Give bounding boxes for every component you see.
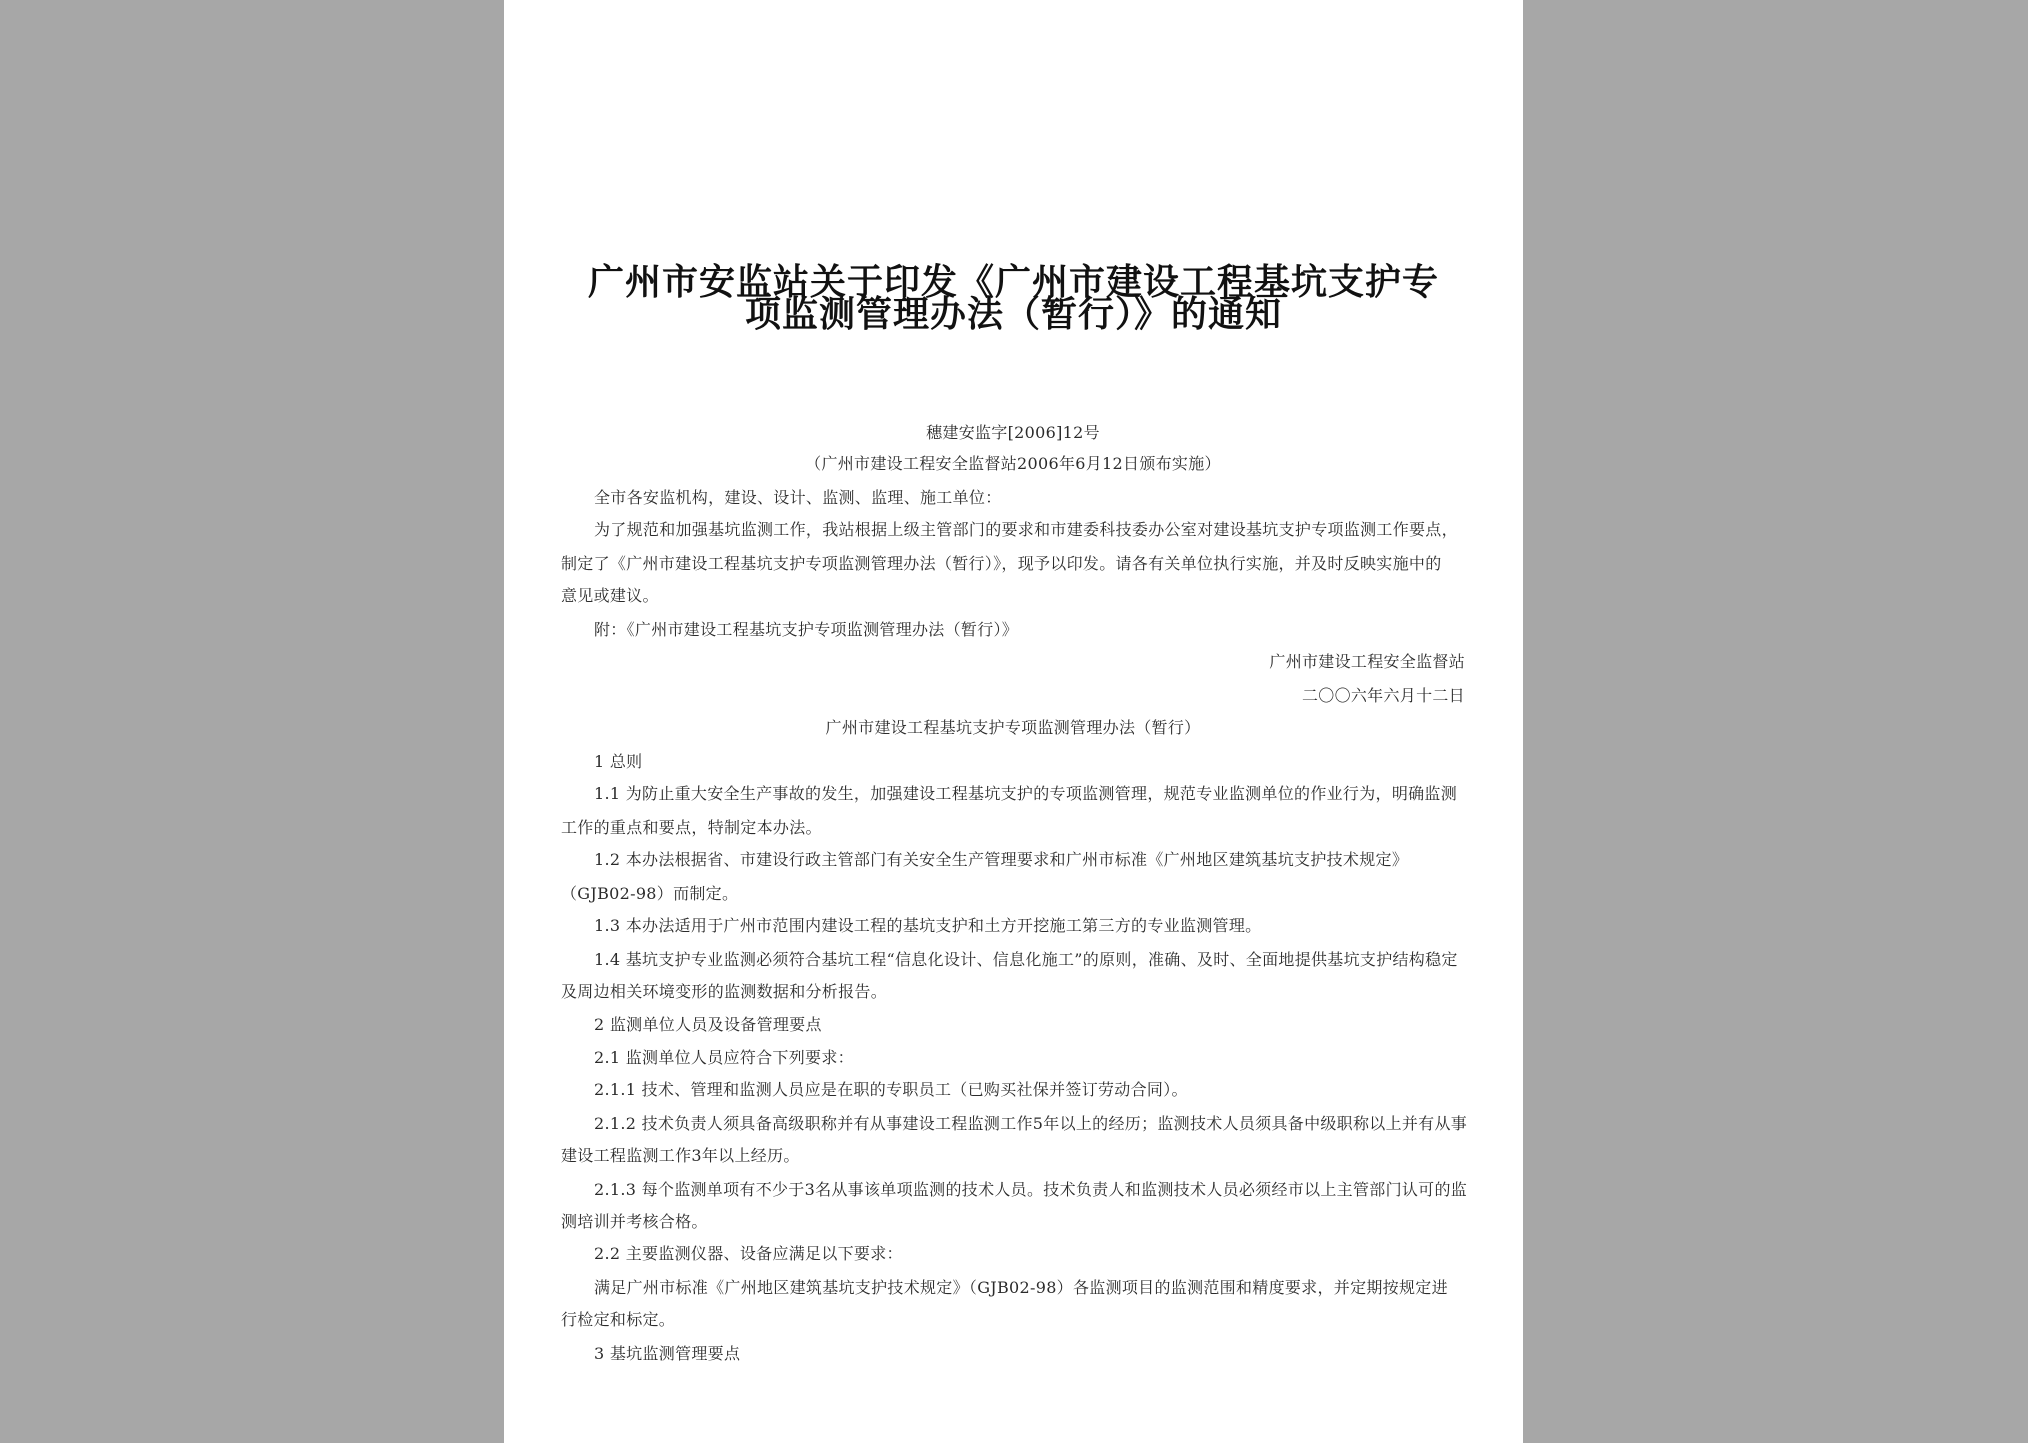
measures-title: 广州市建设工程基坑支护专项监测管理办法（暂行） <box>825 718 1201 737</box>
clause-line: 1.1 为防止重大安全生产事故的发生，加强建设工程基坑支护的专项监测管理，规范专业监测单位的作业行为，明确监测 <box>594 784 1458 803</box>
clause-line: 满足广州市标准《广州地区建筑基坑支护技术规定》（GJB02-98）各监测项目的监测范围和精度要求，并定期按规定进 <box>594 1278 1448 1297</box>
clause-line: 2.1.2 技术负责人须具备高级职称并有从事建设工程监测工作5年以上的经历；监测技术人员须具备中级职称以上并有从事 <box>594 1114 1468 1133</box>
document-title-line: 广州市安监站关于印发《广州市建设工程基坑支护专 <box>587 261 1439 303</box>
clause-line: 行检定和标定。 <box>561 1310 676 1329</box>
clause-line: 1.4 基坑支护专业监测必须符合基坑工程“信息化设计、信息化施工”的原则，准确、及时、全面地提供基坑支护结构稳定 <box>594 950 1458 969</box>
clause-line: 及周边相关环境变形的监测数据和分析报告。 <box>561 982 888 1001</box>
attachment-line: 附：《广州市建设工程基坑支护专项监测管理办法（暂行）》 <box>594 620 1019 639</box>
issue-note: （广州市建设工程安全监督站2006年6月12日颁布实施） <box>805 454 1221 473</box>
section-heading: 3 基坑监测管理要点 <box>594 1344 741 1363</box>
clause-line: 建设工程监测工作3年以上经历。 <box>561 1146 800 1165</box>
paragraph-line: 为了规范和加强基坑监测工作，我站根据上级主管部门的要求和市建委科技委办公室对建设基坑支护专项监测工作要点， <box>594 520 1458 539</box>
document-number: 穗建安监字[2006]12号 <box>926 423 1100 442</box>
salutation: 全市各安监机构，建设、设计、监测、监理、施工单位： <box>594 488 1002 507</box>
clause-line: （GJB02-98）而制定。 <box>561 884 739 903</box>
document-page <box>504 0 1523 1443</box>
paragraph-line: 意见或建议。 <box>561 586 659 605</box>
clause-line: 2.2 主要监测仪器、设备应满足以下要求： <box>594 1244 903 1263</box>
clause-line: 2.1 监测单位人员应符合下列要求： <box>594 1048 854 1067</box>
clause-line: 工作的重点和要点，特制定本办法。 <box>561 818 822 837</box>
clause-line: 2.1.3 每个监测单项有不少于3名从事该单项监测的技术人员。技术负责人和监测技术人员必须经市以上主管部门认可的监 <box>594 1180 1468 1199</box>
document-title-line: 项监测管理办法（暂行）》的通知 <box>744 293 1282 335</box>
clause-line: 1.2 本办法根据省、市建设行政主管部门有关安全生产管理要求和广州市标准《广州地区建筑基坑支护技术规定》 <box>594 850 1409 869</box>
paragraph-line: 制定了《广州市建设工程基坑支护专项监测管理办法（暂行）》，现予以印发。请各有关单位执行实施，并及时反映实施中的 <box>561 554 1442 573</box>
clause-line: 1.3 本办法适用于广州市范围内建设工程的基坑支护和土方开挖施工第三方的专业监测管理。 <box>594 916 1262 935</box>
section-heading: 2 监测单位人员及设备管理要点 <box>594 1015 822 1034</box>
signing-date: 二〇〇六年六月十二日 <box>1301 686 1465 705</box>
section-heading: 1 总则 <box>594 752 643 771</box>
signer-organization: 广州市建设工程安全监督站 <box>1269 652 1465 671</box>
clause-line: 测培训并考核合格。 <box>561 1212 708 1231</box>
clause-line: 2.1.1 技术、管理和监测人员应是在职的专职员工（已购买社保并签订劳动合同）。 <box>594 1080 1188 1099</box>
